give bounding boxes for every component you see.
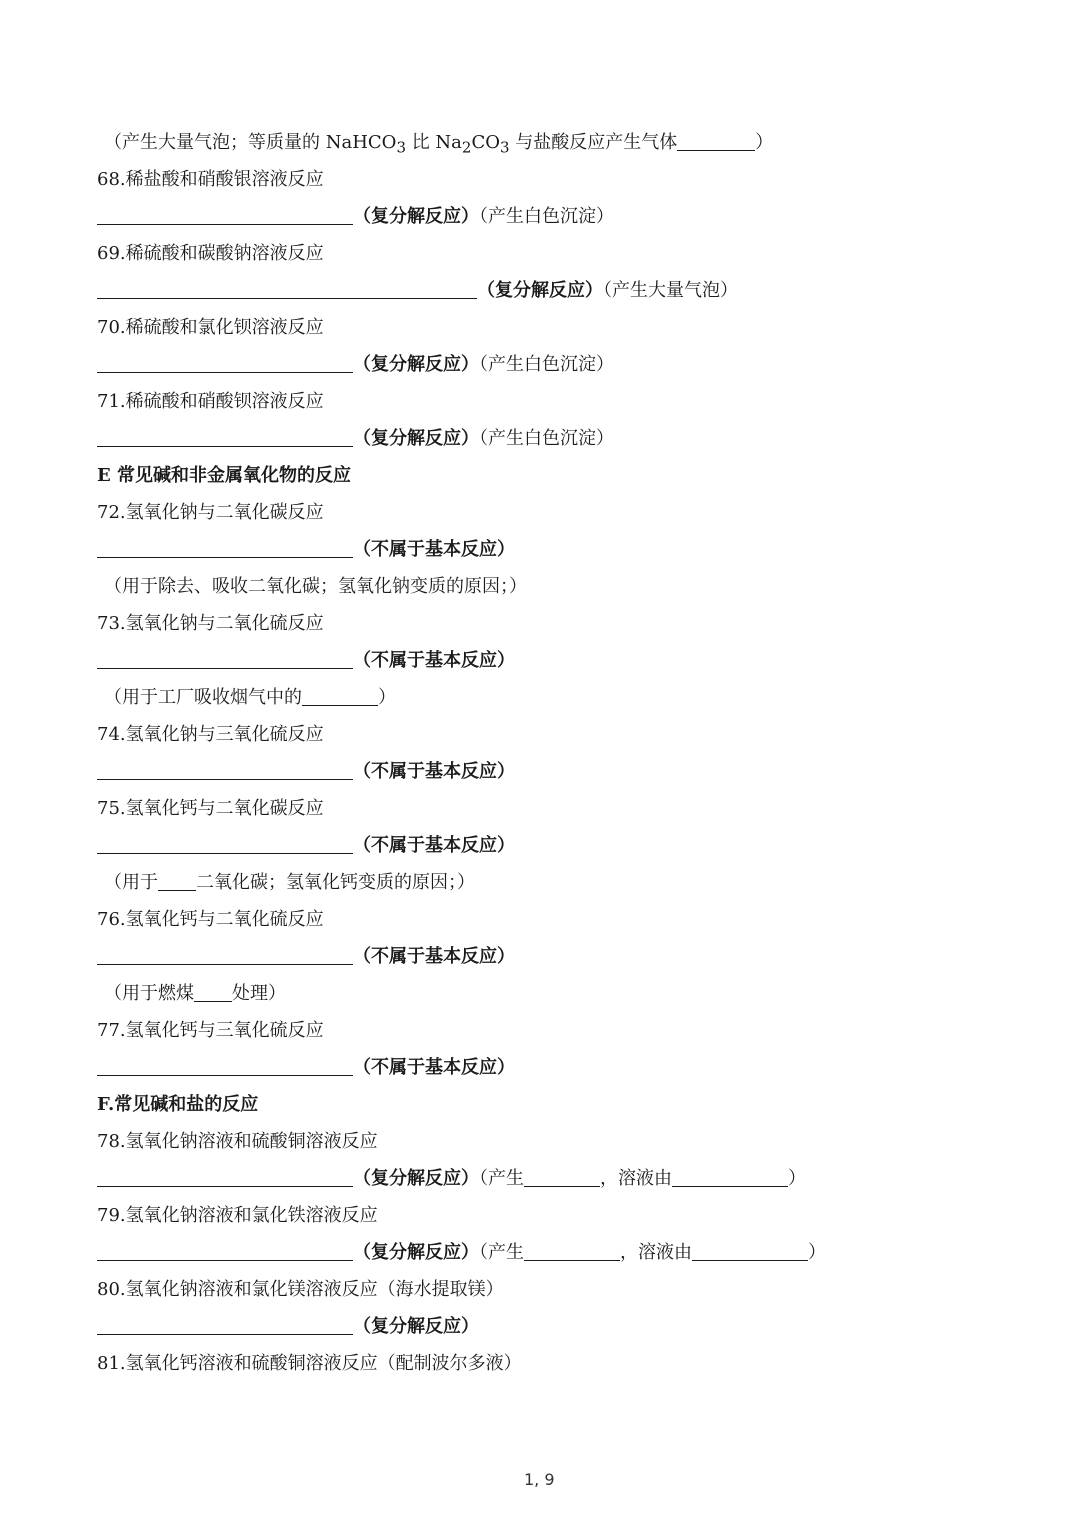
item-80-title: 80.氢氧化钠溶液和氯化镁溶液反应（海水提取镁）: [97, 1279, 504, 1300]
note-text: （用于工厂吸收烟气中的: [104, 687, 302, 708]
equation-blank[interactable]: [97, 1166, 353, 1187]
reaction-type: （复分解反应）: [353, 1168, 479, 1189]
answer-blank[interactable]: [524, 1166, 600, 1187]
equation-blank[interactable]: [97, 278, 477, 299]
note-text: CO: [471, 132, 500, 153]
continued-note-line: [104, 130, 773, 156]
equation-blank[interactable]: [97, 537, 353, 558]
answer-blank[interactable]: [524, 1240, 620, 1261]
answer-blank[interactable]: [672, 1166, 788, 1187]
note-text: 处理）: [232, 983, 286, 1004]
note-text: （用于: [104, 872, 158, 893]
note-text: （产生: [479, 1168, 524, 1189]
note-text: （产生: [479, 1242, 524, 1263]
reaction-type: （不属于基本反应）: [353, 761, 515, 782]
item-79-answer-line: [97, 1240, 826, 1266]
item-75-note: [104, 870, 475, 896]
note-text: ，溶液由: [600, 1168, 672, 1189]
reaction-type: （不属于基本反应）: [353, 650, 515, 671]
reaction-type: （复分解反应）: [353, 206, 479, 227]
subscript: 3: [396, 138, 406, 157]
item-77-title: 77.氢氧化钙与三氧化硫反应: [97, 1020, 324, 1041]
item-74-answer-line: [97, 759, 515, 785]
equation-blank[interactable]: [97, 426, 353, 447]
answer-blank[interactable]: [158, 870, 196, 891]
item-71-answer-line: [97, 426, 614, 452]
equation-blank[interactable]: [97, 204, 353, 225]
item-76-answer-line: [97, 944, 515, 970]
item-80-answer-line: [97, 1314, 479, 1340]
phenomenon-note: （产生白色沉淀）: [479, 428, 614, 449]
reaction-type: （不属于基本反应）: [353, 1057, 515, 1078]
reaction-type: （复分解反应）: [353, 1242, 479, 1263]
item-72-answer-line: [97, 537, 515, 563]
note-text: ）: [808, 1242, 826, 1263]
note-text: ）: [788, 1168, 806, 1189]
item-73-title: 73.氢氧化钠与二氧化硫反应: [97, 613, 324, 634]
equation-blank[interactable]: [97, 1055, 353, 1076]
item-68-answer-line: [97, 204, 614, 230]
section-f-heading: F.常见碱和盐的反应: [97, 1094, 259, 1115]
equation-blank[interactable]: [97, 1240, 353, 1261]
item-81-title: 81.氢氧化钙溶液和硫酸铜溶液反应（配制波尔多液）: [97, 1353, 522, 1374]
phenomenon-note: （产生白色沉淀）: [479, 354, 614, 375]
note-text: 比 Na: [405, 132, 462, 153]
note-text: ）: [378, 687, 396, 708]
answer-blank[interactable]: [692, 1240, 808, 1261]
equation-blank[interactable]: [97, 648, 353, 669]
item-79-title: 79.氢氧化钠溶液和氯化铁溶液反应: [97, 1205, 378, 1226]
item-78-answer-line: [97, 1166, 806, 1192]
item-71-title: 71.稀硫酸和硝酸钡溶液反应: [97, 391, 324, 412]
reaction-type: （不属于基本反应）: [353, 946, 515, 967]
reaction-type: （不属于基本反应）: [353, 835, 515, 856]
item-78-title: 78.氢氧化钠溶液和硫酸铜溶液反应: [97, 1131, 378, 1152]
item-75-answer-line: [97, 833, 515, 859]
note-text: 二氧化碳；氢氧化钙变质的原因；）: [196, 872, 475, 893]
answer-blank[interactable]: [194, 981, 232, 1002]
reaction-type: （复分解反应）: [353, 1316, 479, 1337]
item-76-title: 76.氢氧化钙与二氧化硫反应: [97, 909, 324, 930]
item-70-answer-line: [97, 352, 614, 378]
item-75-title: 75.氢氧化钙与二氧化碳反应: [97, 798, 324, 819]
item-68-title: 68.稀盐酸和硝酸银溶液反应: [97, 169, 324, 190]
reaction-type: （复分解反应）: [353, 428, 479, 449]
phenomenon-note: （产生大量气泡）: [603, 280, 738, 301]
item-73-note: [104, 685, 396, 711]
reaction-type: （不属于基本反应）: [353, 539, 515, 560]
subscript: 2: [461, 138, 472, 157]
equation-blank[interactable]: [97, 944, 353, 965]
section-e-heading: E 常见碱和非金属氧化物的反应: [97, 465, 351, 486]
item-77-answer-line: [97, 1055, 515, 1081]
note-text: ，溶液由: [620, 1242, 692, 1263]
reaction-type: （复分解反应）: [353, 354, 479, 375]
item-76-note: [104, 981, 286, 1007]
item-69-answer-line: [97, 278, 738, 304]
subscript: 3: [500, 138, 510, 157]
note-text: （用于燃煤: [104, 983, 194, 1004]
equation-blank[interactable]: [97, 833, 353, 854]
equation-blank[interactable]: [97, 1314, 353, 1335]
item-69-title: 69.稀硫酸和碳酸钠溶液反应: [97, 243, 324, 264]
item-73-answer-line: [97, 648, 515, 674]
phenomenon-note: （产生白色沉淀）: [479, 206, 614, 227]
reaction-type: （复分解反应）: [477, 280, 603, 301]
item-72-note: （用于除去、吸收二氧化碳；氢氧化钠变质的原因；）: [104, 576, 527, 597]
item-74-title: 74.氢氧化钠与三氧化硫反应: [97, 724, 324, 745]
equation-blank[interactable]: [97, 352, 353, 373]
item-72-title: 72.氢氧化钠与二氧化碳反应: [97, 502, 324, 523]
equation-blank[interactable]: [97, 759, 353, 780]
note-text: （产生大量气泡；等质量的 NaHCO: [104, 132, 397, 153]
note-text: ）: [755, 132, 774, 153]
answer-blank[interactable]: [302, 685, 378, 706]
note-text: 与盐酸反应产生气体: [509, 132, 678, 153]
item-70-title: 70.稀硫酸和氯化钡溶液反应: [97, 317, 324, 338]
answer-blank[interactable]: [677, 130, 755, 151]
page-number: 1, 9: [524, 1470, 555, 1489]
